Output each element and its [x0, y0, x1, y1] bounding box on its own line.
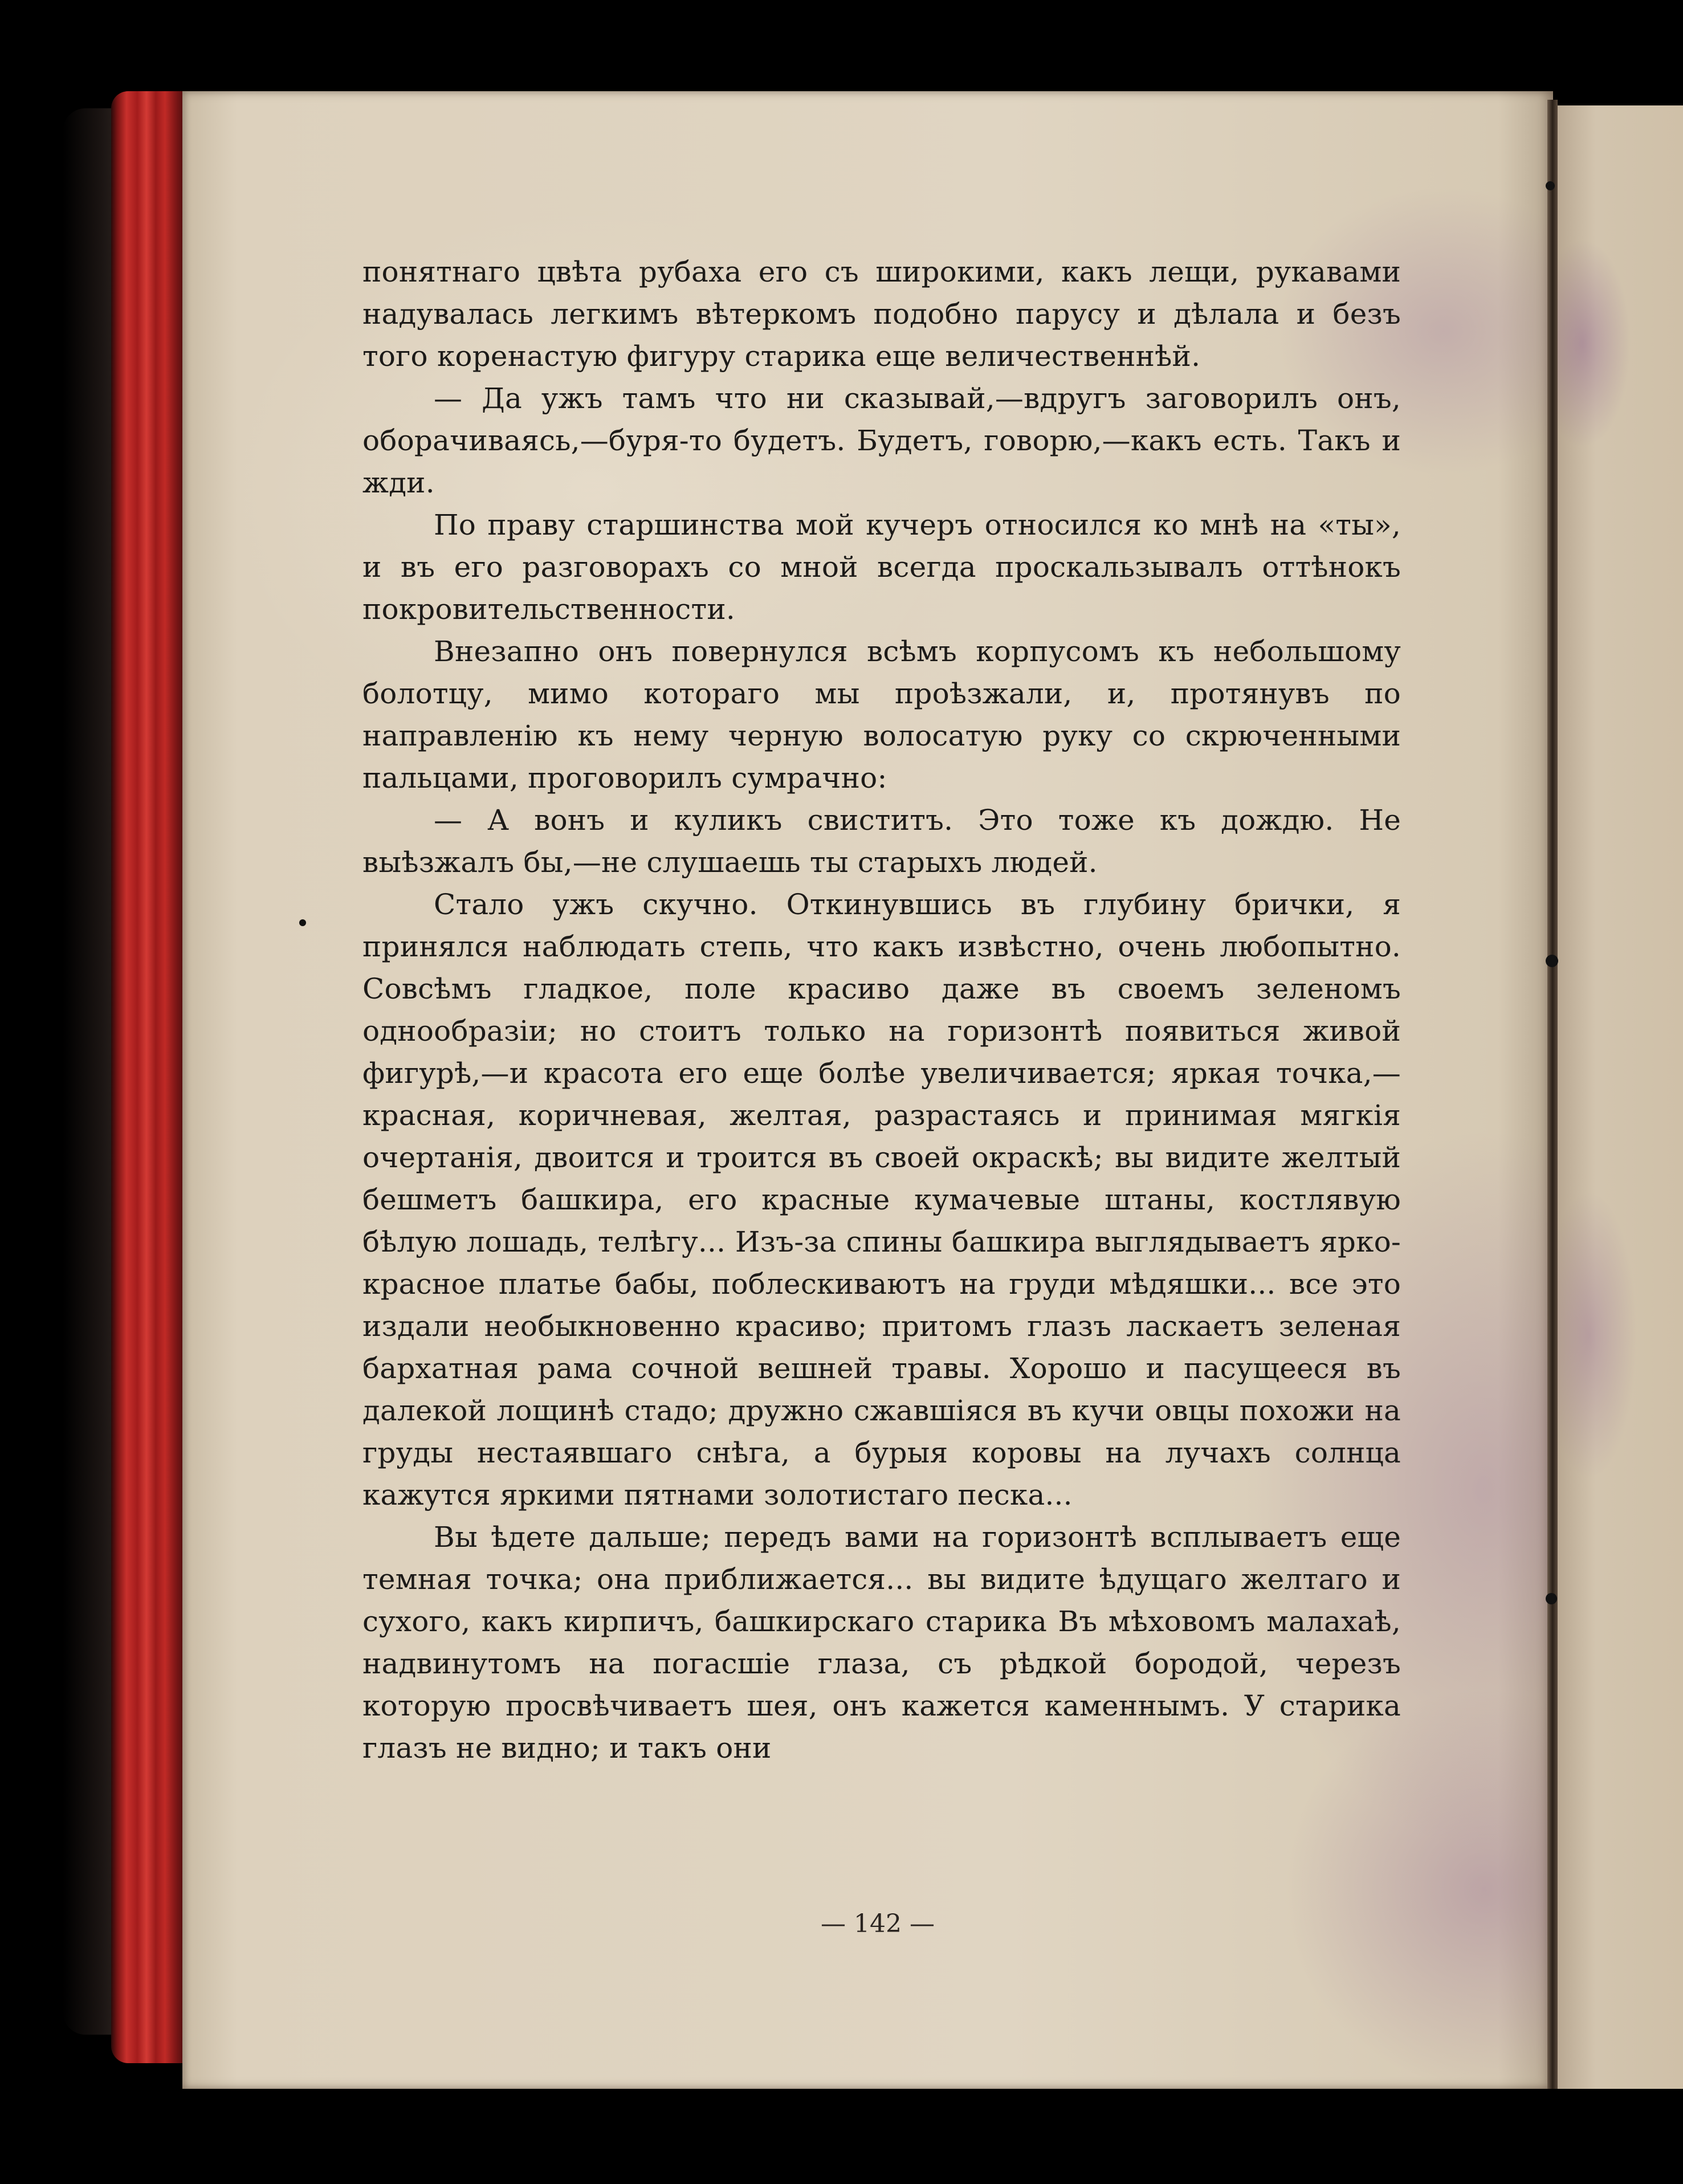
ink-spot	[299, 919, 306, 926]
paragraph: — Да ужъ тамъ что ни сказывай,—вдругъ заговорилъ онъ, оборачиваясь,—буря-то будетъ. Будетъ, говорю,—какъ есть. Такъ и жди.	[362, 382, 1401, 499]
book-gutter	[1547, 100, 1558, 2089]
paragraph: — А вонъ и куликъ свиститъ. Это тоже къ дождю. Не выѣзжалъ бы,—не слушаешь ты старыхъ людей.	[362, 804, 1401, 879]
ink-spot	[1546, 1593, 1557, 1604]
ink-spot	[1546, 181, 1555, 190]
paragraph: Внезапно онъ повернулся всѣмъ корпусомъ къ небольшому болотцу, мимо котораго мы проѣзжали, и, протянувъ по направленію къ нему черную волосатую руку со скрюченными пальцами, проговорилъ сумрачно:	[362, 635, 1401, 794]
ink-spot	[1546, 955, 1558, 967]
paragraph: понятнаго цвѣта рубаха его съ широкими, какъ лещи, рукавами надувалась легкимъ вѣтеркомъ подобно парусу и дѣлала и безъ того коренастую фигуру старика еще величественнѣй.	[362, 255, 1401, 373]
page-text	[362, 251, 1401, 1769]
page-number: — 142 —	[821, 1909, 935, 1938]
paragraph: По праву старшинства мой кучеръ относился ко мнѣ на «ты», и въ его разговорахъ со мной всегда проскальзывалъ оттѣнокъ покровительственности.	[362, 508, 1401, 626]
book-page-edges	[111, 91, 188, 2063]
paragraph: Стало ужъ скучно. Откинувшись въ глубину брички, я принялся наблюдать степь, что какъ извѣстно, очень любопытно. Совсѣмъ гладкое, поле красиво даже въ своемъ зеленомъ однообразіи; но стоитъ только на горизонтѣ появиться живой фигурѣ,—и красота его еще болѣе увеличивается; яркая точка,—красная, коричневая, желтая, разрастаясь и принимая мягкія очертанія, двоится и троится въ своей окраскѣ; вы видите желтый бешметъ башкира, его красные кумачевые штаны, костлявую бѣлую лошадь, телѣгу... Изъ-за спины башкира выглядываетъ ярко-красное платье бабы, поблескиваютъ на груди мѣдяшки... все это издали необыкновенно красиво; притомъ глазъ ласкаетъ зеленая бархатная рама сочной вешней травы. Хорошо и пасущееся въ далекой лощинѣ стадо; дружно сжавшіяся въ кучи овцы похожи на груды нестаявшаго снѣга, а бурыя коровы на лучахъ солнца кажутся яркими пятнами золотистаго песка...	[362, 888, 1401, 1511]
next-page-edge	[1558, 105, 1683, 2089]
paragraph: Вы ѣдете дальше; передъ вами на горизонтѣ всплываетъ еще темная точка; она приближается... вы видите ѣдущаго желтаго и сухого, какъ кирпичъ, башкирскаго старика Въ мѣховомъ малахаѣ, надвинутомъ на погасшіе глаза, съ рѣдкой бородой, черезъ которую просвѣчиваетъ шея, онъ кажется каменнымъ. У старика глазъ не видно; и такъ они	[362, 1521, 1401, 1765]
